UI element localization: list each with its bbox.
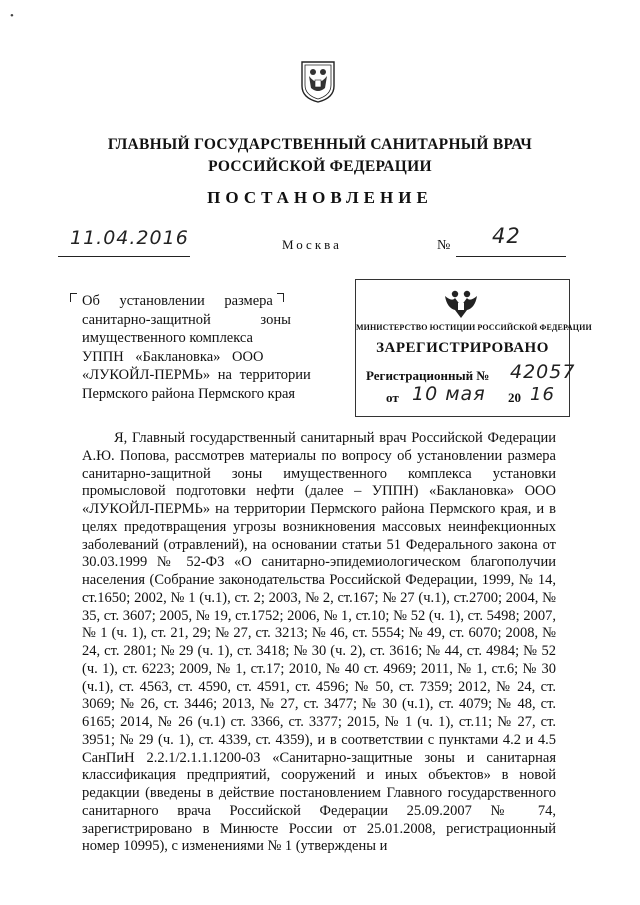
subject-line: Об установлении размера	[82, 293, 273, 309]
registration-stamp	[355, 279, 592, 417]
stamp-ministry: МИНИСТЕРСТВО ЮСТИЦИИ РОССИЙСКОЙ ФЕДЕРАЦИИ	[356, 323, 592, 332]
decree-number: 42	[492, 224, 521, 248]
stamp-eagle-icon	[443, 286, 479, 320]
issuer-title-line1: ГЛАВНЫЙ ГОСУДАРСТВЕННЫЙ САНИТАРНЫЙ ВРАЧ	[107, 136, 533, 153]
stamp-date-value: 10 мая	[412, 383, 486, 405]
subject-line: Пермского района Пермского края	[82, 385, 296, 402]
subject-line: «ЛУКОЙЛ-ПЕРМЬ» на территории	[82, 367, 311, 383]
document-type-title: ПОСТАНОВЛЕНИЕ	[207, 188, 433, 207]
subject-line: УППН «Баклановка» ООО	[82, 348, 264, 365]
issuer-title-line2: РОССИЙСКОЙ ФЕДЕРАЦИИ	[208, 158, 432, 175]
subject-bracket-left	[70, 293, 77, 302]
stamp-reg-label: Регистрационный №	[366, 368, 490, 383]
stamp-year-value: 16	[530, 384, 555, 405]
decree-date: 11.04.2016	[70, 227, 189, 249]
stamp-registered: ЗАРЕГИСТРИРОВАНО	[376, 340, 549, 356]
corner-mark: •	[10, 10, 14, 22]
stamp-reg-number: 42057	[510, 361, 576, 383]
decree-subject	[82, 292, 311, 403]
subject-line: санитарно-защитной зоны	[82, 311, 291, 328]
stamp-year-prefix: 20	[508, 390, 521, 405]
decree-city: Москва	[282, 237, 342, 252]
body-paragraph: Я, Главный государственный санитарный врач Российской Федерации А.Ю. Попова, рассмотрев материалы по вопросу об установлении размера санитарно-защитной зоны имущественного комплекса установки промысловой подготовки нефти (далее – УППН) «Баклановка» ООО «ЛУКОЙЛ-ПЕРМЬ» на территории Пермского района Пермского края, и в целях предотвращения угрозы возникновения массовых неинфекционных заболеваний (отравлений), на основании статьи 51 Федерального закона от 30.03.1999 № 52-ФЗ «О санитарно-эпидемиологическом благополучии населения (Собрание законодательства Российской Федерации, 1999, № 14, ст.1650; 2002, № 1 (ч.1), ст. 2; 2003, № 2, ст.167; № 27 (ч.1), ст.2700; 2004, № 35, ст. 3607; 2005, № 19, ст.1752; 2006, № 1, ст.10; № 52 (ч. 1), ст. 5498; 2007, № 1 (ч. 1), ст. 21, 29; № 27, ст. 3213; № 46, ст. 5554; № 49, ст. 6070; 2008, № 24, ст. 2801; № 29 (ч. 1), ст. 3418; № 30 (ч. 2), ст. 3616; № 44, ст. 4984; № 52 (ч. 1), ст. 6223; 2009, № 1, ст.17; 2010, № 40 ст. 4969; 2011, № 1, ст.6; № 30 (ч.1), ст. 4563, ст. 4590, ст. 4591, ст. 4596; № 50, ст. 7359; 2012, № 24, ст. 3069; № 26, ст. 3446; 2013, № 27, ст. 3477; № 30 (ч.1), ст. 4079; № 48, ст. 6165; 2014, № 26 (ч.1) ст. 3366, ст. 3377; 2015, № 1 (ч. 1), ст.11; № 27, ст. 3951; № 29 (ч. 1), ст. 4339, ст. 4359), и в соответствии с пунктами 4.2 и 4.5 СанПиН 2.2.1/2.1.1.1200-03 «Санитарно-защитные зоны и санитарная классификация предприятий, сооружений и иных объектов» в новой редакции (введены в действие постановлением Главного государственного санитарного врача Российской Федерации 25.09.2007 № 74, зарегистрировано в Минюсте России от 25.01.2008, регистрационный номер 10995), с изменениями № 1 (утверждены и	[82, 430, 556, 855]
decree-body	[82, 430, 556, 856]
stamp-date-prefix: от	[386, 390, 399, 405]
coat-of-arms-emblem	[298, 58, 338, 104]
subject-line: имущественного комплекса	[82, 330, 253, 346]
decree-number-label: №	[437, 238, 451, 253]
